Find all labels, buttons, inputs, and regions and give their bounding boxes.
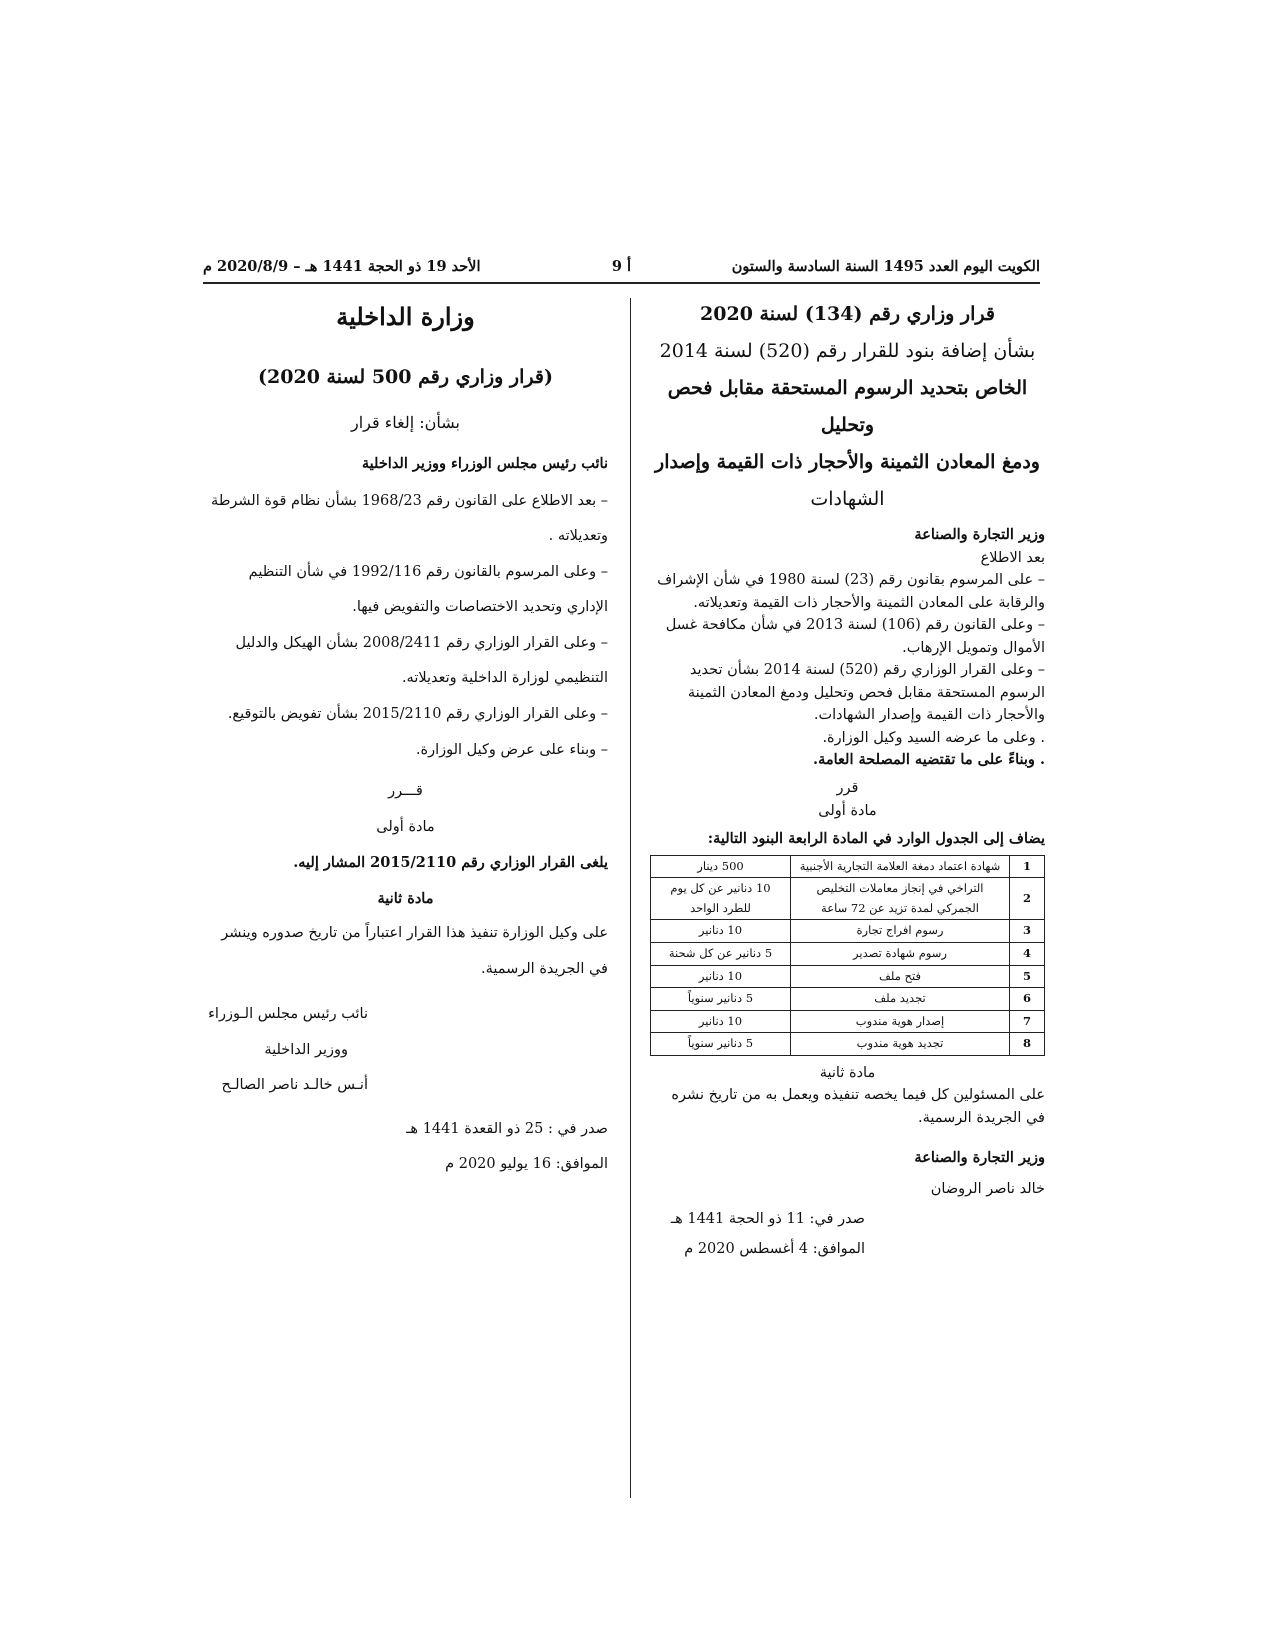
table-row: [651, 1010, 1045, 1033]
issued-date: صدر في: 11 ذو الحجة 1441 هـ: [670, 1211, 865, 1228]
preamble-item: – وبناء على عرض وكيل الوزارة.: [415, 741, 608, 758]
table-row: [651, 965, 1045, 988]
signature-block: [650, 1143, 1045, 1204]
service-cell: رسوم افراج تجارة: [791, 920, 1010, 943]
preamble-item: – وعلى المرسوم بالقانون رقم 1992/116 في شأن التنظيم الإداري وتحديد الاختصاصات والتفويض فيها.: [248, 563, 608, 616]
preamble-item: – على المرسوم بقانون رقم (23) لسنة 1980 في شأن الإشراف والرقابة على المعادن الثمينة والأحجار ذات القيمة وتعديلاته.: [657, 572, 1045, 611]
row-number: 2: [1010, 878, 1045, 920]
preamble-item: . وعلى ما عرضه السيد وكيل الوزارة.: [822, 729, 1045, 746]
issuer: نائب رئيس مجلس الوزراء ووزير الداخلية: [361, 455, 608, 473]
preamble-item: – وعلى القرار الوزاري رقم 2015/2110 بشأن تفويض بالتوقيع.: [227, 705, 608, 722]
decision-134-title: [650, 296, 1045, 518]
issued-date: صدر في : 25 ذو القعدة 1441 هـ: [406, 1120, 608, 1137]
fees-table: [650, 855, 1045, 1056]
preamble-item: – وعلى القرار الوزاري رقم (520) لسنة 2014 بشأن تحديد الرسوم المستحقة مقابل فحص وتحليل ودمغ المعادن الثمينة والأحجار ذات القيمة وإصدار الشهادات.: [687, 662, 1045, 724]
decided-label: قـــرر: [388, 783, 423, 800]
issue-dates: [650, 1204, 865, 1265]
signer-title: نائب رئيس مجلس الـوزراء: [208, 1006, 368, 1023]
table-row: [651, 943, 1045, 966]
row-number: 1: [1010, 855, 1045, 878]
table-row: [651, 878, 1045, 920]
signer-name: أنـس خالـد ناصر الصالـح: [221, 1077, 368, 1094]
service-cell: تجديد ملف: [791, 988, 1010, 1011]
service-cell: شهادة اعتماد دمغة العلامة التجارية الأجنبية: [791, 855, 1010, 878]
service-cell: رسوم شهادة تصدير: [791, 943, 1010, 966]
corresponding-date: الموافق: 4 أغسطس 2020 م: [684, 1241, 865, 1258]
table-row: [651, 1033, 1045, 1056]
article-2-text: على المسئولين كل فيما يخصه تنفيذه ويعمل به من تاريخ نشره في الجريدة الرسمية.: [671, 1087, 1045, 1126]
article-2-title: مادة ثانية: [377, 889, 434, 907]
fee-cell: 5 دنانير عن كل شحنة: [651, 943, 791, 966]
row-number: 8: [1010, 1033, 1045, 1056]
preamble-item: . وبناءً على ما تقتضيه المصلحة العامة.: [813, 750, 1045, 768]
fee-cell: 10 دنانير عن كل يوم للطرد الواحد: [651, 878, 791, 920]
row-number: 5: [1010, 965, 1045, 988]
article-2-title: مادة ثانية: [819, 1064, 876, 1081]
signer-name: خالد ناصر الروضان: [930, 1180, 1045, 1197]
title-line: قرار وزاري رقم (134) لسنة 2020: [700, 303, 995, 325]
table-row: [651, 855, 1045, 878]
service-cell: فتح ملف: [791, 965, 1010, 988]
service-cell: التراخي في إنجاز معاملات التخليص الجمركي لمدة تزيد عن 72 ساعة: [791, 878, 1010, 920]
fee-cell: 10 دنانير: [651, 920, 791, 943]
title-line: الخاص بتحديد الرسوم المستحقة مقابل فحص وتحليل: [667, 377, 1028, 437]
title-line: بشأن إضافة بنود للقرار رقم (520) لسنة 2014: [659, 340, 1036, 363]
title-line: الشهادات: [810, 488, 885, 511]
issue-dates: [203, 1112, 608, 1183]
signer-title: وزير التجارة والصناعة: [914, 1149, 1045, 1167]
preamble-item: – بعد الاطلاع على القانون رقم 1968/23 بشأن نظام قوة الشرطة وتعديلاته .: [211, 492, 608, 545]
issuer: وزير التجارة والصناعة: [914, 526, 1045, 544]
service-cell: تجديد هوية مندوب: [791, 1033, 1010, 1056]
row-number: 4: [1010, 943, 1045, 966]
article-1-title: مادة أولى: [818, 802, 877, 819]
decided-label: قرر: [836, 780, 859, 797]
decision-500-title: (قرار وزاري رقم 500 لسنة 2020): [258, 366, 553, 389]
table-row: [651, 988, 1045, 1011]
header-page-number: أ 9: [611, 258, 632, 275]
article-1-text: يلغى القرار الوزاري رقم 2015/2110 المشار إليه.: [293, 854, 608, 872]
fee-cell: 5 دنانير سنوياً: [651, 1033, 791, 1056]
after-review: بعد الاطلاع: [980, 549, 1045, 566]
signer-title: ووزير الداخلية: [264, 1041, 348, 1058]
decision-500-column: [203, 296, 608, 1183]
fee-cell: 5 دنانير سنوياً: [651, 988, 791, 1011]
header-gazette-issue: الكويت اليوم العدد 1495 السنة السادسة والستون: [731, 258, 1040, 275]
preamble-item: – وعلى القرار الوزاري رقم 2008/2411 بشأن الهيكل والدليل التنظيمي لوزارة الداخلية وتعديلاته.: [235, 634, 608, 687]
signature-block: [203, 997, 368, 1104]
ministry-heading: وزارة الداخلية: [336, 302, 475, 331]
decision-subject: بشأن: إلغاء قرار: [351, 412, 460, 432]
column-divider: [630, 298, 631, 1498]
row-number: 7: [1010, 1010, 1045, 1033]
preamble-item: – وعلى القانون رقم (106) لسنة 2013 في شأن مكافحة غسل الأموال وتمويل الإرهاب.: [665, 617, 1045, 656]
row-number: 6: [1010, 988, 1045, 1011]
article-1-title: مادة أولى: [376, 818, 435, 835]
decision-134-column: [650, 296, 1045, 1265]
service-cell: إصدار هوية مندوب: [791, 1010, 1010, 1033]
header-date: الأحد 19 ذو الحجة 1441 هـ – 2020/8/9 م: [203, 258, 481, 275]
page-header: [203, 254, 1040, 284]
fee-cell: 500 دينار: [651, 855, 791, 878]
fee-cell: 10 دنانير: [651, 1010, 791, 1033]
fee-cell: 10 دنانير: [651, 965, 791, 988]
corresponding-date: الموافق: 16 يوليو 2020 م: [445, 1156, 608, 1173]
article-1-text: يضاف إلى الجدول الوارد في المادة الرابعة البنود التالية:: [707, 830, 1045, 848]
table-row: [651, 920, 1045, 943]
row-number: 3: [1010, 920, 1045, 943]
article-2-text: على وكيل الوزارة تنفيذ هذا القرار اعتباراً من تاريخ صدوره وينشر في الجريدة الرسمية.: [221, 925, 608, 977]
title-line: ودمغ المعادن الثمينة والأحجار ذات القيمة وإصدار: [655, 451, 1040, 474]
